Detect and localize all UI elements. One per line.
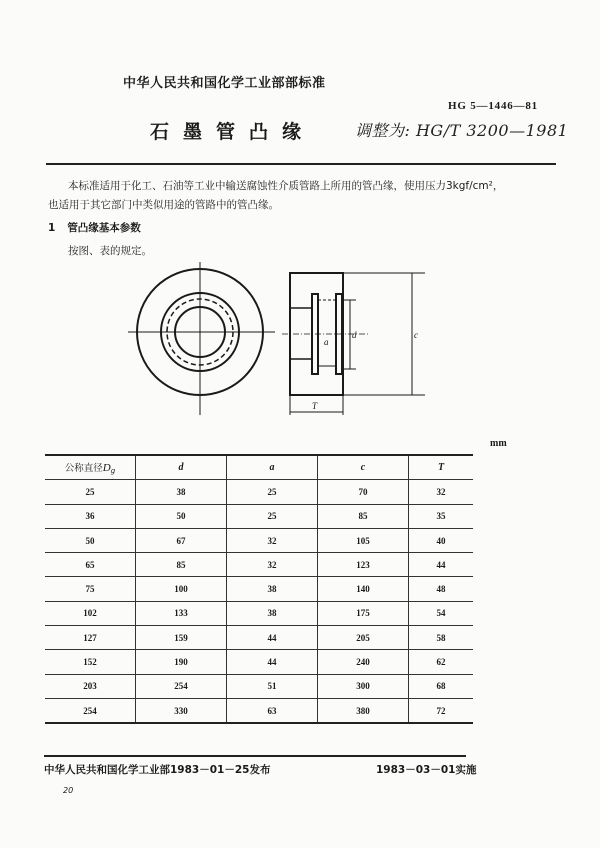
document-title: 石墨管凸缘 bbox=[150, 121, 316, 143]
cell: 44 bbox=[227, 626, 318, 650]
cell: 85 bbox=[318, 504, 409, 528]
header-d: d bbox=[136, 455, 227, 480]
intro-line-2: 也适用于其它部门中类似用途的管路中的管凸缘。 bbox=[48, 199, 279, 211]
cell: 44 bbox=[227, 650, 318, 674]
cell: 152 bbox=[45, 650, 136, 674]
issuing-organization: 中华人民共和国化学工业部部标准 bbox=[123, 76, 326, 91]
label-T: T bbox=[312, 401, 318, 411]
technical-drawing-icon bbox=[120, 260, 460, 420]
header-a: a bbox=[227, 455, 318, 480]
cell: 72 bbox=[409, 698, 474, 723]
cell: 44 bbox=[409, 553, 474, 577]
cell: 35 bbox=[409, 504, 474, 528]
cell: 380 bbox=[318, 698, 409, 723]
cell: 85 bbox=[136, 553, 227, 577]
cell: 100 bbox=[136, 577, 227, 601]
standard-code: HG 5—1446—81 bbox=[448, 100, 538, 112]
cell: 50 bbox=[136, 504, 227, 528]
cell: 62 bbox=[409, 650, 474, 674]
cell: 203 bbox=[45, 674, 136, 698]
label-d: d bbox=[352, 330, 357, 340]
cell: 38 bbox=[227, 601, 318, 625]
cell: 25 bbox=[227, 480, 318, 504]
table-row bbox=[45, 528, 473, 552]
table-row bbox=[45, 504, 473, 528]
cell: 330 bbox=[136, 698, 227, 723]
table-row bbox=[45, 553, 473, 577]
label-c: c bbox=[414, 330, 418, 340]
cell: 175 bbox=[318, 601, 409, 625]
table-row bbox=[45, 698, 473, 723]
cell: 51 bbox=[227, 674, 318, 698]
table-unit: mm bbox=[490, 438, 507, 449]
cell: 102 bbox=[45, 601, 136, 625]
cell: 32 bbox=[409, 480, 474, 504]
cell: 240 bbox=[318, 650, 409, 674]
effective-date: 1983－03－01实施 bbox=[376, 764, 477, 776]
cell: 38 bbox=[227, 577, 318, 601]
cell: 50 bbox=[45, 528, 136, 552]
cell: 48 bbox=[409, 577, 474, 601]
header-c: c bbox=[318, 455, 409, 480]
cell: 70 bbox=[318, 480, 409, 504]
section-number: 1 bbox=[48, 222, 56, 234]
cell: 54 bbox=[409, 601, 474, 625]
label-a: a bbox=[324, 337, 329, 347]
header-nominal-diameter: 公称直径$D_g$ bbox=[45, 455, 136, 480]
cell: 105 bbox=[318, 528, 409, 552]
cell: 75 bbox=[45, 577, 136, 601]
cell: 190 bbox=[136, 650, 227, 674]
issue-date: 中华人民共和国化学工业部1983－01－25发布 bbox=[44, 764, 271, 776]
cell: 36 bbox=[45, 504, 136, 528]
cell: 68 bbox=[409, 674, 474, 698]
cell: 32 bbox=[227, 528, 318, 552]
cell: 205 bbox=[318, 626, 409, 650]
cell: 123 bbox=[318, 553, 409, 577]
cell: 38 bbox=[136, 480, 227, 504]
header-T: T bbox=[409, 455, 474, 480]
intro-line-1: 本标准适用于化工、石油等工业中输送腐蚀性介质管路上所用的管凸缘，使用压力3kgf/cm²， bbox=[68, 180, 504, 192]
handwritten-note: 调整为: HG/T 3200—1981 bbox=[355, 121, 569, 140]
table-row bbox=[45, 626, 473, 650]
table-row bbox=[45, 601, 473, 625]
flange-parameters-table bbox=[45, 454, 473, 724]
table-row bbox=[45, 480, 473, 504]
table-row bbox=[45, 577, 473, 601]
flange-drawing bbox=[120, 260, 460, 420]
cell: 133 bbox=[136, 601, 227, 625]
cell: 40 bbox=[409, 528, 474, 552]
cell: 300 bbox=[318, 674, 409, 698]
cell: 67 bbox=[136, 528, 227, 552]
section-text: 按图、表的规定。 bbox=[68, 245, 152, 257]
table-row bbox=[45, 674, 473, 698]
page-number: 20 bbox=[63, 786, 74, 795]
cell: 25 bbox=[45, 480, 136, 504]
cell: 254 bbox=[45, 698, 136, 723]
cell: 32 bbox=[227, 553, 318, 577]
cell: 63 bbox=[227, 698, 318, 723]
table-row bbox=[45, 650, 473, 674]
intro-paragraph bbox=[48, 177, 558, 215]
cell: 254 bbox=[136, 674, 227, 698]
table-header-row bbox=[45, 455, 473, 480]
cell: 65 bbox=[45, 553, 136, 577]
header-divider bbox=[46, 163, 556, 165]
cell: 127 bbox=[45, 626, 136, 650]
section-title: 管凸缘基本参数 bbox=[67, 222, 141, 234]
cell: 159 bbox=[136, 626, 227, 650]
cell: 58 bbox=[409, 626, 474, 650]
footer-divider bbox=[44, 755, 466, 757]
section-heading bbox=[48, 220, 141, 235]
cell: 25 bbox=[227, 504, 318, 528]
cell: 140 bbox=[318, 577, 409, 601]
